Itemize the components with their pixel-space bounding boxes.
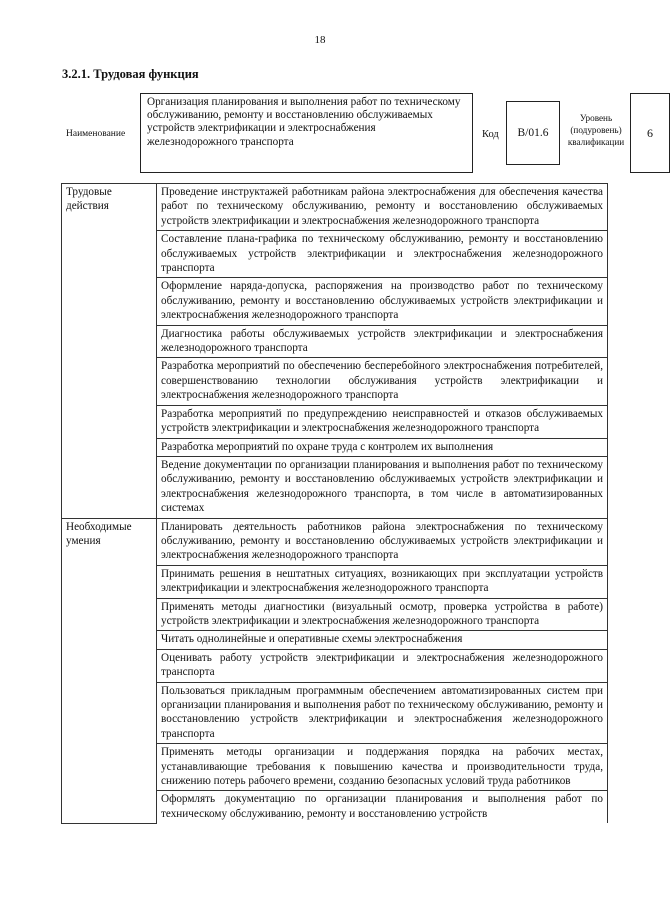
row-item: Пользоваться прикладным программным обеспечением автоматизированных систем при организации планирования и выполнения работ по техническому обслуживанию, ремонту и восстановлению устройств электрификации и электроснабжения железнодорожного транспорта — [157, 682, 608, 744]
row-item: Применять методы организации и поддержания порядка на рабочих местах, устанавливающие требования к повышению качества и производительности труда, снижению потерь рабочего времени, созданию безопасных условий труда работников — [157, 744, 608, 791]
row-category: Необходимые умения — [62, 518, 157, 823]
row-item: Оформление наряда-допуска, распоряжения на производство работ по техническому обслуживанию, ремонту и восстановлению обслуживаемых устройств электрификации и электроснабжения железнодорожного транспорта — [157, 278, 608, 325]
table-row — [62, 518, 608, 565]
table-row — [62, 184, 608, 231]
row-item: Планировать деятельность работников района электроснабжения по техническому обслуживанию, ремонту и восстановлению обслуживаемых устройств электрификации и электроснабжения железнодорожного транспорта — [157, 518, 608, 565]
level-label: Уровень (подуровень) квалификации — [567, 113, 625, 147]
name-label: Наименование — [66, 129, 126, 139]
row-item: Применять методы диагностики (визуальный осмотр, проверка устройства в работе) устройств электрификации и электроснабжения железнодорожного транспорта — [157, 598, 608, 631]
row-item: Читать однолинейные и оперативные схемы электроснабжения — [157, 631, 608, 649]
function-table — [61, 183, 608, 824]
function-name: Организация планирования и выполнения работ по техническому обслуживанию, ремонту и восстановлению обслуживаемых устройств электрификации и электроснабжения железнодорожного транспорта — [140, 93, 473, 173]
function-code: B/01.6 — [506, 101, 560, 165]
section-title: 3.2.1. Трудовая функция — [62, 67, 199, 81]
page-number: 18 — [314, 34, 326, 46]
page-bottom-edge — [0, 868, 640, 902]
row-item: Диагностика работы обслуживаемых устройств электрификации и электроснабжения железнодорожного транспорта — [157, 325, 608, 358]
level-value: 6 — [630, 93, 670, 173]
row-item: Оформлять документацию по организации планирования и выполнения работ по техническому обслуживанию, ремонту и восстановлению устройств — [157, 791, 608, 823]
row-item: Составление плана-графика по техническому обслуживанию, ремонту и восстановлению обслуживаемых устройств электрификации и электроснабжения железнодорожного транспорта — [157, 231, 608, 278]
function-header — [62, 93, 653, 175]
row-item: Разработка мероприятий по обеспечению бесперебойного электроснабжения потребителей, совершенствованию технологии обслуживания устройств электрификации и электроснабжения железнодорожного транспорта — [157, 358, 608, 405]
row-item: Ведение документации по организации планирования и выполнения работ по техническому обслуживанию, ремонту и восстановлению обслуживаемых устройств электрификации и электроснабжения железнодорожного транспорта, в том числе в автоматизированных системах — [157, 456, 608, 518]
row-item: Разработка мероприятий по охране труда с контролем их выполнения — [157, 438, 608, 456]
row-item: Разработка мероприятий по предупреждению неисправностей и отказов обслуживаемых устройств электрификации и электроснабжения железнодорожного транспорта — [157, 405, 608, 438]
row-item: Оценивать работу устройств электрификации и электроснабжения железнодорожного транспорта — [157, 649, 608, 682]
row-item: Проведение инструктажей работникам района электроснабжения для обеспечения качества работ по техническому обслуживанию, ремонту и восстановлению обслуживаемых устройств электрификации и электроснабжения железнодорожного транспорта — [157, 184, 608, 231]
code-label: Код — [482, 129, 499, 140]
row-category: Трудовые действия — [62, 184, 157, 519]
row-item: Принимать решения в нештатных ситуациях, возникающих при эксплуатации устройств электрификации и электроснабжения железнодорожного транспорта — [157, 565, 608, 598]
